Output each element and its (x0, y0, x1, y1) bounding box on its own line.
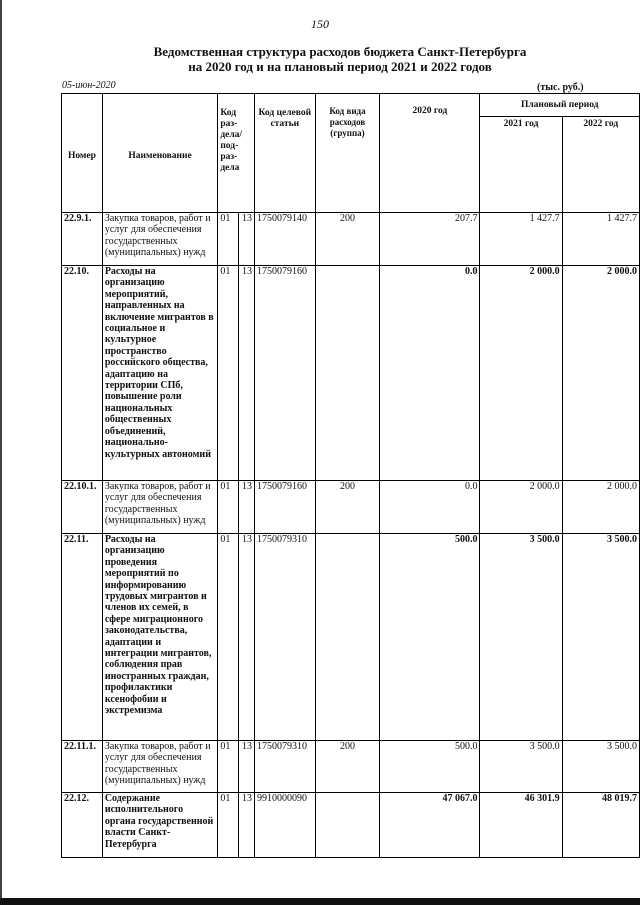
row-value-2021: 1 427.7 (480, 213, 562, 266)
row-value-2020: 47 067.0 (380, 793, 480, 858)
row-subsection-code: 13 (239, 741, 255, 793)
row-expense-type (315, 266, 380, 481)
row-name: Содержание исполнительного органа государственной власти Санкт-Петербурга (102, 793, 218, 858)
row-section-code: 01 (218, 741, 239, 793)
row-value-2022: 1 427.7 (562, 213, 639, 266)
row-expense-type: 200 (315, 741, 380, 793)
row-value-2021: 2 000.0 (480, 481, 562, 534)
row-section-code: 01 (218, 481, 239, 534)
budget-table (61, 93, 640, 858)
row-value-2022: 48 019.7 (562, 793, 639, 858)
document-title (40, 44, 640, 74)
header-target-code: Код целевой статьи (254, 94, 315, 213)
row-subsection-code: 13 (239, 266, 255, 481)
table-row (62, 213, 640, 266)
scan-edge (0, 0, 2, 905)
row-value-2021: 46 301.9 (480, 793, 562, 858)
header-2021: 2021 год (480, 117, 562, 213)
row-number: 22.11. (62, 534, 103, 741)
row-number: 22.10.1. (62, 481, 103, 534)
header-number: Номер (62, 94, 103, 213)
row-target-code: 1750079160 (254, 481, 315, 534)
row-number: 22.11.1. (62, 741, 103, 793)
header-planned-period: Плановый период (480, 94, 640, 117)
row-subsection-code: 13 (239, 534, 255, 741)
row-subsection-code: 13 (239, 213, 255, 266)
row-name: Расходы на организацию проведения мероприятий по информированию трудовых мигрантов и членов их семей, в сфере миграционного законодательства, адаптации и интеграции мигрантов, соблюдения прав иностранных граждан, профилактики ксенофобии и экстремизма (102, 534, 218, 741)
row-expense-type: 200 (315, 213, 380, 266)
header-name: Наименование (102, 94, 218, 213)
document-date: 05-июн-2020 (62, 80, 116, 91)
row-section-code: 01 (218, 534, 239, 741)
header-2022: 2022 год (562, 117, 639, 213)
row-target-code: 1750079160 (254, 266, 315, 481)
row-value-2020: 207.7 (380, 213, 480, 266)
table-row (62, 741, 640, 793)
row-section-code: 01 (218, 266, 239, 481)
page-number: 150 (311, 17, 329, 31)
header-2020: 2020 год (380, 94, 480, 213)
row-value-2021: 2 000.0 (480, 266, 562, 481)
row-name: Расходы на организацию мероприятий, направленных на включение мигрантов в социальное и культурное пространство российского общества, адаптацию на территории СПб, повышение роли национальных общественных объединений, национально-культурных автономий (102, 266, 218, 481)
row-name: Закупка товаров, работ и услуг для обеспечения государственных (муниципальных) нужд (102, 741, 218, 793)
row-value-2020: 500.0 (380, 741, 480, 793)
row-value-2022: 2 000.0 (562, 481, 639, 534)
row-expense-type: 200 (315, 481, 380, 534)
scan-bottom-edge (0, 898, 640, 905)
table-body (62, 213, 640, 858)
row-section-code: 01 (218, 793, 239, 858)
row-target-code: 1750079310 (254, 534, 315, 741)
row-name: Закупка товаров, работ и услуг для обеспечения государственных (муниципальных) нужд (102, 481, 218, 534)
row-subsection-code: 13 (239, 481, 255, 534)
table-row (62, 534, 640, 741)
row-value-2022: 2 000.0 (562, 266, 639, 481)
row-name: Закупка товаров, работ и услуг для обеспечения государственных (муниципальных) нужд (102, 213, 218, 266)
row-target-code: 1750079140 (254, 213, 315, 266)
header-section-code: Код раз-дела/ под-раз-дела (218, 94, 255, 213)
row-number: 22.10. (62, 266, 103, 481)
row-value-2020: 0.0 (380, 266, 480, 481)
row-subsection-code: 13 (239, 793, 255, 858)
title-line-2: на 2020 год и на плановый период 2021 и 2022 годов (188, 59, 492, 74)
row-value-2021: 3 500.0 (480, 534, 562, 741)
table-row (62, 793, 640, 858)
table-row (62, 481, 640, 534)
row-value-2022: 3 500.0 (562, 741, 639, 793)
row-number: 22.9.1. (62, 213, 103, 266)
row-value-2020: 0.0 (380, 481, 480, 534)
header-expense-type: Код вида расходов (группа) (315, 94, 380, 213)
row-number: 22.12. (62, 793, 103, 858)
table-row (62, 266, 640, 481)
row-target-code: 9910000090 (254, 793, 315, 858)
row-target-code: 1750079310 (254, 741, 315, 793)
row-section-code: 01 (218, 213, 239, 266)
row-value-2022: 3 500.0 (562, 534, 639, 741)
title-line-1: Ведомственная структура расходов бюджета Санкт-Петербурга (153, 44, 527, 59)
row-value-2021: 3 500.0 (480, 741, 562, 793)
row-value-2020: 500.0 (380, 534, 480, 741)
row-expense-type (315, 793, 380, 858)
units-label: (тыс. руб.) (537, 82, 584, 93)
row-expense-type (315, 534, 380, 741)
